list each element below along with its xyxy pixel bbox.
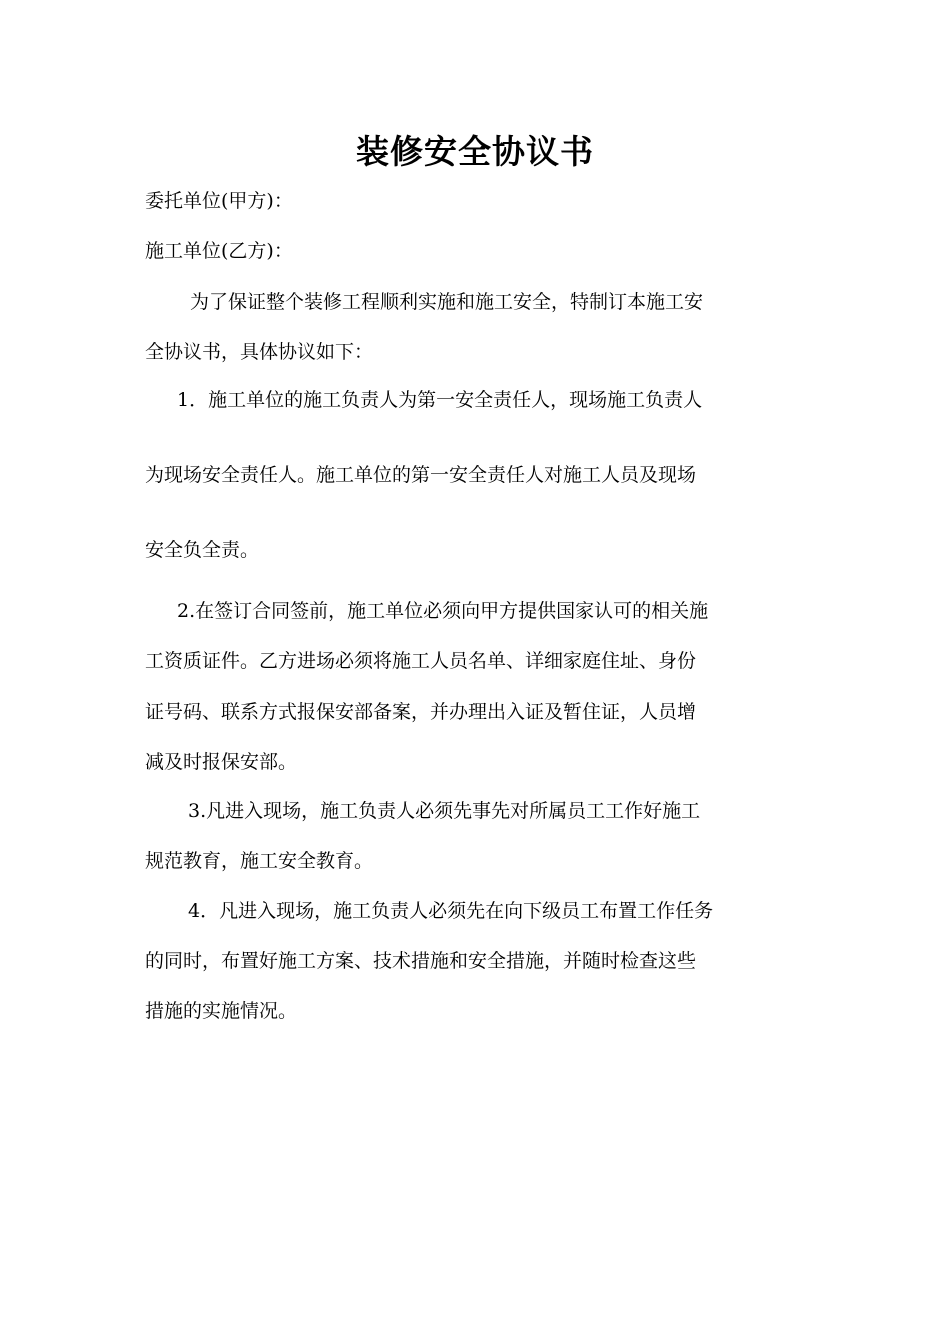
paragraph-line: 的同时，布置好施工方案、技术措施和安全措施，并随时检查这些: [145, 950, 697, 972]
paragraph-line: 全协议书，具体协议如下：: [145, 341, 374, 363]
document-title: 装修安全协议书: [356, 132, 594, 171]
paragraph-line: 2.在签订合同签前，施工单位必须向甲方提供国家认可的相关施: [177, 600, 709, 622]
paragraph-line: 4．凡进入现场，施工负责人必须先在向下级员工布置工作任务: [188, 900, 714, 922]
paragraph-line: 3.凡进入现场，施工负责人必须先事先对所属员工工作好施工: [188, 800, 701, 822]
party-a-label: 委托单位(甲方)：: [145, 190, 293, 212]
paragraph-line: 为了保证整个装修工程顺利实施和施工安全，特制订本施工安: [190, 291, 704, 313]
paragraph-line: 措施的实施情况。: [145, 1000, 298, 1022]
party-b-label: 施工单位(乙方)：: [145, 240, 293, 262]
paragraph-line: 为现场安全责任人。施工单位的第一安全责任人对施工人员及现场: [145, 464, 697, 486]
paragraph-line: 证号码、联系方式报保安部备案，并办理出入证及暂住证，人员增: [145, 701, 697, 723]
paragraph-line: 工资质证件。乙方进场必须将施工人员名单、详细家庭住址、身份: [145, 650, 697, 672]
paragraph-line: 1．施工单位的施工负责人为第一安全责任人，现场施工负责人: [177, 389, 703, 411]
paragraph-line: 减及时报保安部。: [145, 751, 298, 773]
paragraph-line: 安全负全责。: [145, 539, 260, 561]
paragraph-line: 规范教育，施工安全教育。: [145, 850, 374, 872]
